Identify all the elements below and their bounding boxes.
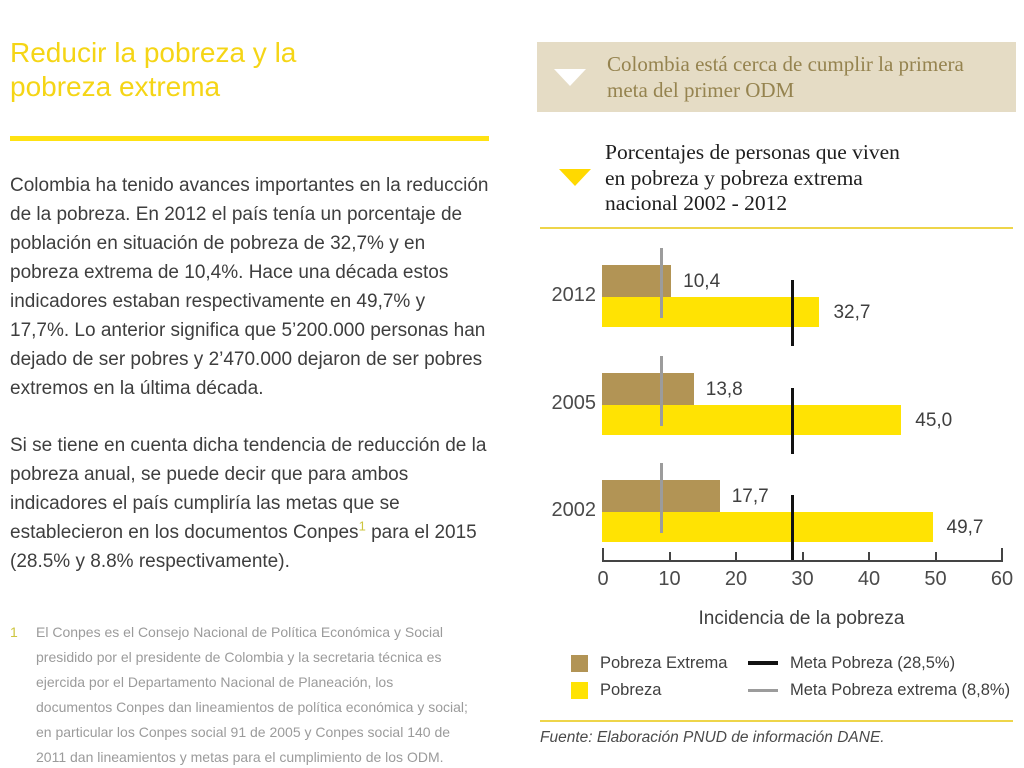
meta-pobreza-extrema-line [660, 463, 663, 533]
footnote-reference: 1 [358, 518, 366, 534]
page-title [10, 36, 490, 104]
source-note: Fuente: Elaboración PNUD de información DANE. [540, 729, 885, 746]
bar-value-label: 13,8 [705, 378, 743, 400]
x-axis-line [602, 560, 1003, 562]
legend-item-meta-pobreza-extrema [748, 679, 1018, 701]
body-text [10, 171, 489, 604]
x-axis-tick-label: 60 [990, 568, 1014, 590]
paragraph-1: Colombia ha tenido avances importantes en la reducción de la pobreza. En 2012 el país tenía un porcentaje de población en situación de pobreza de 32,7% y en pobreza extrema de 10,4%. Hace una década estos indicadores estaban respectivamente en 49,7% y 17,7%. Lo anterior significa que 5’200.000 personas han dejado de ser pobres y 2’470.000 dejaron de ser pobres extremos en la última década. [10, 175, 489, 399]
legend-item-meta-pobreza [748, 652, 1018, 674]
chart-title-block [540, 140, 1000, 217]
paragraph-2-text-end: para el 2015 (28.5% y 8.8% respectivamente). [10, 522, 477, 572]
bar-value-label: 49,7 [946, 517, 984, 538]
chart-title-line2: en pobreza y pobreza extrema [605, 165, 863, 190]
headline-banner [537, 42, 1016, 112]
category-label: 2002 [551, 499, 596, 521]
bar-value-label: 17,7 [731, 486, 769, 507]
x-axis-tick [935, 552, 937, 560]
triangle-down-icon [554, 69, 586, 86]
x-axis-tick-label: 0 [597, 568, 609, 590]
bar-value-label: 10,4 [683, 271, 721, 292]
meta-pobreza-line [791, 388, 794, 454]
bar-pobreza [602, 512, 933, 542]
footnote-text: El Conpes es el Consejo Nacional de Política Económica y Social presidido por el presidente de Colombia y la secretaria técnica es ejercida por el Departamento Nacional de Planeación, los documentos Conpes dan lineamientos de política económica y social; en particular los Conpes social 91 de 2005 y Conpes social 140 de 2011 dan lineamientos y metas para el cumplimiento de los ODM. [36, 624, 468, 765]
chart-title [605, 140, 1000, 217]
chart-top-divider [540, 227, 1013, 229]
page-title-line2: pobreza extrema [10, 71, 221, 102]
legend-item-pobreza [571, 679, 748, 701]
footnote-marker: 1 [10, 624, 18, 640]
category-label: 2005 [551, 391, 596, 414]
paragraph-2 [10, 431, 489, 576]
legend-label: Pobreza [600, 680, 662, 699]
category-label: 2012 [551, 284, 596, 306]
chart-title-line1: Porcentajes de personas que viven [605, 140, 900, 164]
meta-pobreza-line [791, 495, 794, 561]
bar-chart [540, 240, 1018, 642]
x-axis-tick-label: 30 [791, 568, 814, 590]
x-axis-tick [802, 552, 804, 560]
bar-pobreza [602, 405, 901, 435]
x-axis-tick [669, 552, 671, 560]
page-title-line1: Reducir la pobreza y la [10, 37, 297, 68]
bar-pobreza-extrema [602, 373, 694, 405]
x-axis-tick-label: 10 [658, 568, 681, 590]
legend-label: Meta Pobreza extrema (8,8%) [790, 680, 1011, 699]
chart-bottom-divider [540, 720, 1013, 722]
paragraph-2-text: Si se tiene en cuenta dicha tendencia de reducción de la pobreza anual, se puede decir que para ambos indicadores el país cumpliría las metas que se establecieron en los documentos Conpes [10, 435, 487, 543]
meta-pobreza-extrema-line [660, 248, 663, 318]
chart-title-line3: nacional 2002 - 2012 [605, 191, 788, 215]
footnote [10, 620, 472, 768]
headline-banner-text: Colombia está cerca de cumplir la primera meta del primer ODM [607, 52, 964, 102]
bar-value-label: 45,0 [915, 409, 953, 431]
pobreza-swatch-icon [571, 682, 588, 699]
meta-pobreza-extrema-line [660, 356, 663, 426]
title-divider [10, 136, 489, 141]
x-axis-title: Incidencia de la pobreza [698, 608, 905, 629]
x-axis-tick-label: 20 [724, 568, 748, 590]
bar-pobreza [602, 297, 819, 327]
x-axis-tick-label: 40 [857, 568, 881, 590]
meta-pobreza-extrema-line-icon [748, 689, 778, 692]
x-axis-tick [868, 552, 870, 560]
x-axis-tick [735, 552, 737, 560]
chart-legend [571, 652, 1018, 701]
legend-label: Pobreza Extrema [600, 653, 728, 672]
x-axis-tick-label: 50 [924, 568, 947, 590]
legend-item-pobreza-extrema [571, 652, 748, 674]
bar-value-label: 32,7 [833, 302, 871, 323]
x-axis-tick [1001, 548, 1003, 560]
triangle-down-icon [559, 169, 591, 186]
x-axis-tick [602, 548, 604, 560]
legend-label: Meta Pobreza (28,5%) [790, 653, 956, 672]
pobreza-extrema-swatch-icon [571, 655, 588, 672]
meta-pobreza-line [791, 280, 794, 346]
meta-pobreza-line-icon [748, 661, 778, 665]
